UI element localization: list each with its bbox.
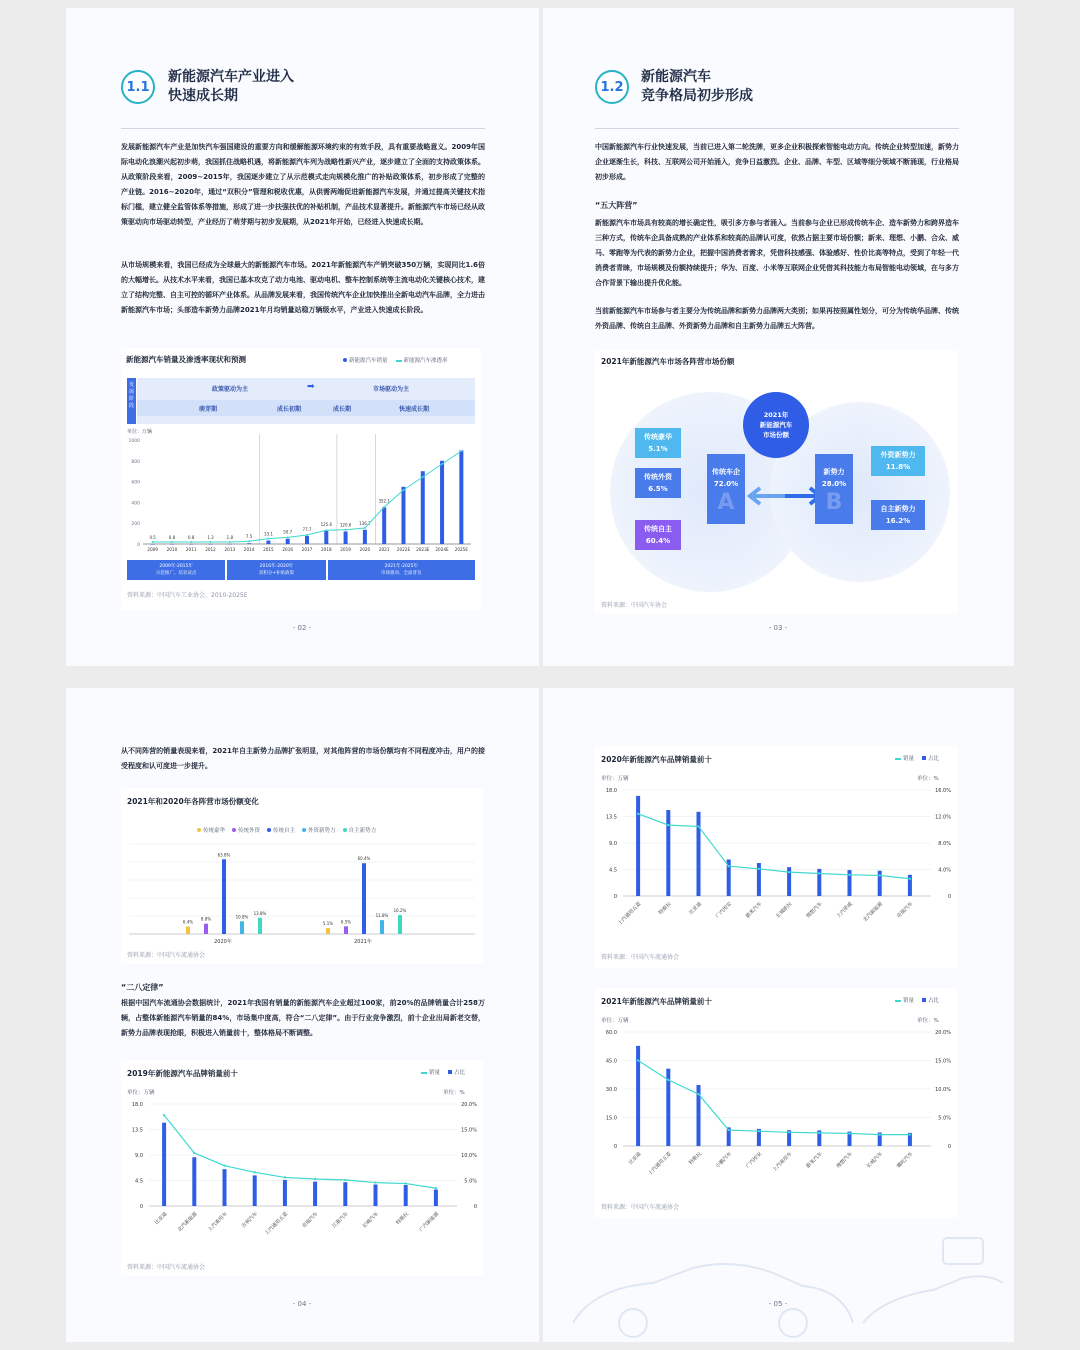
rate-point <box>441 463 443 465</box>
bar <box>283 1180 287 1206</box>
y-right-tick-label: 5.0% <box>938 1115 951 1122</box>
top10-2019-plot <box>121 1096 483 1260</box>
bar-value-label: 60.4% <box>357 856 371 862</box>
section-title: 新能源汽车 竞争格局初步形成 <box>641 69 753 104</box>
share-line <box>164 1115 436 1188</box>
bar <box>305 536 309 544</box>
bar-value-label: 0.8 <box>188 534 195 540</box>
share-point <box>818 872 820 874</box>
bar <box>459 450 463 544</box>
bar-value-label: 1.8 <box>226 534 234 540</box>
share-point <box>667 824 669 826</box>
rate-point <box>422 476 424 478</box>
legend-sales: 占比 <box>922 996 939 1004</box>
share-point <box>697 825 699 827</box>
share-line <box>638 1061 910 1135</box>
top10-2021-plot <box>595 1024 957 1200</box>
bar <box>286 539 290 544</box>
bar <box>162 1123 166 1206</box>
rate-point <box>152 541 154 543</box>
chart-title: 2021年和2020年各阵营市场份额变化 <box>127 797 259 806</box>
camp-share-diagram-card <box>595 350 957 614</box>
share-point <box>435 1187 437 1189</box>
share-point <box>909 1133 911 1135</box>
car-outline-watermark <box>563 1228 1003 1338</box>
legend-item: 外资新势力 <box>302 826 336 834</box>
bar <box>404 1185 408 1206</box>
share-point <box>284 1176 286 1178</box>
chart-legend <box>197 826 376 834</box>
x-tick-label: 2025E <box>454 547 469 552</box>
y-right-tick-label: 15.0% <box>935 1058 951 1065</box>
y-right-tick-label: 12.0% <box>935 814 951 821</box>
bar-value-label: 125.6 <box>320 521 333 527</box>
share-point <box>637 813 639 815</box>
unit-left: 单位：万辆 <box>127 1090 155 1096</box>
y-tick-label: 4.5 <box>609 867 617 874</box>
phase-label: 成长期 <box>333 406 352 413</box>
x-tick-label: 上汽荣威 <box>835 901 854 920</box>
rate-point <box>325 529 327 531</box>
x-tick-label: 长城汽车 <box>361 1211 380 1230</box>
x-tick-label: 比亚迪 <box>153 1211 169 1227</box>
sales-forecast-plot <box>121 432 481 560</box>
unit-label: 单位：万辆 <box>127 429 153 435</box>
bar <box>401 487 405 544</box>
legend-item: 传统自主 <box>267 826 295 834</box>
x-tick-label: 特斯拉 <box>395 1211 411 1227</box>
bar-value-label: 8.8% <box>200 916 212 922</box>
top10-2020-chart-card <box>595 746 957 968</box>
chart-title: 2019年新能源汽车品牌销量前十 <box>127 1069 238 1078</box>
y-tick-label: 60.0 <box>605 1030 617 1036</box>
y-tick-label: 15.0 <box>605 1115 617 1122</box>
share-point <box>314 1178 316 1180</box>
bar <box>266 541 270 544</box>
x-tick-label: 北汽新能源 <box>176 1211 199 1234</box>
legend-sales: 占比 <box>922 754 939 762</box>
camp-box-traditional-total: 传统车企 72.0% A <box>707 454 745 524</box>
phase-band <box>137 378 475 424</box>
unit-right: 单位：% <box>443 1090 465 1096</box>
share-point <box>667 1079 669 1081</box>
camp-classification-paragraph: 当前新能源汽车市场参与者主要分为传统品牌和新势力品牌两大类别；如果再按照属性划分，可分为传统华品牌、传统外资品牌、传统自主品牌、外资新势力品牌和自主新势力品牌五大阵营。 <box>595 307 959 330</box>
bar <box>209 544 213 545</box>
x-tick-label: 2017 <box>301 547 313 552</box>
x-tick-label: 2020年 <box>214 939 232 945</box>
x-tick-label: 2024E <box>435 547 449 552</box>
sales-forecast-chart-card <box>121 348 481 610</box>
x-tick-label: 特斯拉 <box>688 1151 703 1167</box>
y-tick-label: 30.0 <box>605 1087 617 1093</box>
bar <box>247 543 251 544</box>
unit-left: 单位：万辆 <box>601 1018 629 1024</box>
camp-box-luxury: 传统豪华 5.1% <box>635 428 681 458</box>
share-point <box>818 1132 820 1134</box>
x-tick-label: 2013 <box>224 547 236 552</box>
bar-value-label: 11.8% <box>375 913 389 919</box>
pareto-heading: “二八定律” <box>121 983 164 992</box>
bar-value-label: 77.7 <box>302 526 312 532</box>
bar <box>326 928 330 934</box>
x-tick-label: 蔚来汽车 <box>744 901 764 920</box>
y-tick-label: 200 <box>131 522 140 528</box>
bar <box>343 1182 347 1206</box>
x-tick-label: 广汽新能源 <box>418 1211 441 1234</box>
y-tick-label: 0 <box>137 543 140 548</box>
section-number-badge: 1.1 <box>121 70 155 104</box>
share-point <box>788 871 790 873</box>
chart-legend <box>895 996 939 1004</box>
bar <box>204 924 208 934</box>
rate-point <box>171 541 173 543</box>
phase-label: 快速成长期 <box>399 406 430 413</box>
bar <box>151 544 155 545</box>
bar <box>440 461 444 544</box>
source-note: 资料来源：中国汽车流通协会 <box>127 1264 206 1271</box>
y-tick-label: 1000 <box>128 439 140 444</box>
x-tick-label: 理想汽车 <box>805 901 824 920</box>
y-tick-label: 9.0 <box>135 1153 143 1159</box>
x-tick-label: 2021年 <box>354 939 372 945</box>
x-tick-label: 吉利汽车 <box>240 1211 260 1230</box>
page-number: - 04 - <box>292 1300 312 1308</box>
bar-value-label: 33.1 <box>263 531 273 537</box>
x-tick-label: 蔚来汽车 <box>805 1151 824 1170</box>
legend-rate: 新能源汽车渗透率 <box>396 356 448 364</box>
bar <box>223 1169 227 1206</box>
bar-value-label: 7.5 <box>245 534 253 540</box>
unit-left: 单位：万辆 <box>601 776 629 782</box>
rate-point <box>345 529 347 531</box>
phase-side-label: 发展阶段 <box>127 378 136 424</box>
camp-share-plot <box>121 838 483 948</box>
x-tick-label: 小鹏汽车 <box>714 1151 734 1170</box>
share-point <box>848 1132 850 1134</box>
legend-sales: 新能源汽车销量 <box>343 356 388 364</box>
legend-share: 销量 <box>421 1068 440 1076</box>
x-tick-label: 奇瑞汽车 <box>301 1211 320 1230</box>
bar <box>240 921 244 934</box>
legend-share: 销量 <box>895 754 914 762</box>
x-tick-label: 长城汽车 <box>865 1151 885 1170</box>
y-right-tick-label: 0 <box>473 1204 477 1210</box>
x-tick-label: 2021 <box>378 547 390 552</box>
bar <box>697 812 701 896</box>
phase-box: 2016年-2020年 双积分+补贴政策 <box>227 560 325 580</box>
bar-value-label: 0.5 <box>149 534 156 540</box>
rate-point <box>402 489 404 491</box>
bar-value-label: 6.5% <box>340 919 352 925</box>
bar-value-label: 0.8 <box>168 534 176 540</box>
share-point <box>909 878 911 880</box>
source-note: 资料来源：中国汽车流通协会 <box>127 952 206 959</box>
report-page-05 <box>543 688 1014 1342</box>
y-tick-label: 0 <box>613 1144 617 1150</box>
y-tick-label: 18.0 <box>131 1102 143 1108</box>
share-point <box>223 1165 225 1167</box>
bar-value-label: 5.1% <box>322 921 334 927</box>
share-point <box>193 1152 195 1154</box>
market-paragraph: 从市场规模来看，我国已经成为全球最大的新能源汽车市场。2021年新能源汽车产销突破350万辆，实现同比1.6倍的大幅增长。从技术水平来看，我国已基本攻克了动力电池、驱动电机、整车控制系统等主流电动化关键核心技术，建立了结构完整、自主可控的循环产业体系。从品牌发展来看，我国传统汽车企业加快推出全新电动汽车品牌，全力进击新能源汽车市场；头部造车新势力品牌2021年月均销量站稳万辆级水平，产业进入快速成长阶段。 <box>121 261 485 314</box>
share-point <box>163 1114 165 1116</box>
chart-legend <box>343 356 448 364</box>
bar <box>170 544 174 545</box>
y-tick-label: 4.5 <box>135 1178 143 1185</box>
bar-value-label: 120.6 <box>339 522 352 528</box>
legend-share: 销量 <box>895 996 914 1004</box>
x-tick-label: 理想汽车 <box>835 1151 854 1170</box>
y-tick-label: 45.0 <box>605 1058 617 1065</box>
bar <box>344 926 348 934</box>
y-right-tick-label: 10.0% <box>461 1153 477 1159</box>
share-point <box>879 874 881 876</box>
y-tick-label: 400 <box>131 501 140 507</box>
bar <box>313 1182 317 1206</box>
five-camps-heading: “五大阵营” <box>595 201 638 210</box>
bar <box>380 920 384 934</box>
share-point <box>254 1171 256 1173</box>
share-point <box>758 868 760 870</box>
x-tick-label: 比亚迪 <box>627 1151 643 1167</box>
source-note: 资料来源：中国汽车工业协会，2010-2025E <box>127 592 248 599</box>
center-label-circle: 2021年 新能源汽车 市场份额 <box>743 392 809 458</box>
page-number: - 05 - <box>768 1300 788 1308</box>
bar <box>344 531 348 544</box>
y-right-tick-label: 5.0% <box>464 1178 477 1185</box>
top10-2021-chart-card <box>595 988 957 1218</box>
share-point <box>879 1133 881 1135</box>
bar <box>253 1175 257 1206</box>
bar <box>192 1157 196 1206</box>
chart-title: 2021年新能源汽车市场各阵营市场份额 <box>601 357 735 366</box>
y-tick-label: 0 <box>139 1204 143 1210</box>
bar-value-label: 16.2% <box>393 908 407 914</box>
x-tick-label: 2009 <box>147 547 158 552</box>
y-tick-label: 9.0 <box>609 841 617 847</box>
phase-box: 2021年-2025年 市场驱动、全面普及 <box>328 560 475 580</box>
rate-point <box>248 540 250 542</box>
bar-value-label: 63.8% <box>217 852 231 858</box>
camp-box-new-forces-total: 新势力 28.0% B <box>815 454 853 524</box>
x-tick-label: 2011 <box>185 547 197 552</box>
source-note: 资料来源：中国汽车协会 <box>601 602 668 609</box>
x-tick-label: 2012 <box>205 547 216 552</box>
bar <box>363 530 367 544</box>
source-note: 资料来源：中国汽车流通协会 <box>601 954 680 961</box>
rate-point <box>306 534 308 536</box>
pareto-paragraph: 根据中国汽车流通协会数据统计，2021年我国有销量的新能源汽车企业超过100家，前20%的品牌销量合计258万辆，占整体新能源汽车销量的84%，市场集中度高，符合“二八定律”。由于行业竞争激烈，前十企业出局新老交替，新势力品牌表现抢眼，积极进入销量前十，整体格局不断调整。 <box>121 999 485 1037</box>
phase-label: 成长初期 <box>277 406 302 413</box>
source-note: 资料来源：中国汽车流通协会 <box>601 1204 680 1211</box>
share-point <box>374 1181 376 1183</box>
y-right-tick-label: 0 <box>947 1144 951 1150</box>
camp-box-foreign: 传统外资 6.5% <box>635 468 681 498</box>
share-point <box>637 1059 639 1061</box>
x-tick-label: 2020 <box>359 547 371 552</box>
y-tick-label: 13.5 <box>131 1127 143 1134</box>
x-tick-label: 广汽埃安 <box>744 1151 764 1170</box>
rate-point <box>190 541 192 543</box>
x-tick-label: 2018 <box>320 547 332 552</box>
x-tick-label: 哪吒汽车 <box>895 1151 915 1170</box>
share-point <box>758 1130 760 1132</box>
x-tick-label: 上汽通用五菱 <box>617 901 643 927</box>
bar <box>222 859 226 934</box>
bar-value-label: 50.7 <box>283 529 293 535</box>
y-right-tick-label: 20.0% <box>935 1030 951 1036</box>
y-right-tick-label: 4.0% <box>938 867 951 874</box>
section-number-badge: 1.2 <box>595 70 629 104</box>
arrow-right-icon: ➡ <box>307 382 315 392</box>
bar-value-label: 10.8% <box>235 914 249 920</box>
bar-value-label: 6.4% <box>182 919 194 925</box>
legend-item: 传统豪华 <box>197 826 225 834</box>
unit-right: 单位：% <box>917 1018 939 1024</box>
share-point <box>697 1093 699 1095</box>
y-right-tick-label: 10.0% <box>935 1087 951 1093</box>
y-right-tick-label: 16.0% <box>935 788 951 794</box>
divider <box>121 128 485 129</box>
y-tick-label: 800 <box>131 459 140 465</box>
y-right-tick-label: 15.0% <box>461 1127 477 1134</box>
y-tick-label: 0 <box>613 894 617 900</box>
top10-2019-chart-card <box>121 1060 483 1276</box>
legend-sales: 占比 <box>448 1068 465 1076</box>
x-tick-label: 上汽通用五菱 <box>647 1151 673 1177</box>
bar <box>324 531 328 544</box>
rate-point <box>267 538 269 540</box>
x-tick-label: 比亚迪 <box>688 901 703 917</box>
x-tick-label: 广汽埃安 <box>714 901 734 920</box>
intro-paragraph: 发展新能源汽车产业是加快汽车强国建设的重要方向和缓解能源环境约束的有效手段，具有重要战略意义。2009年国际电动化浪潮兴起初步萌，我国抓住战略机遇，将新能源汽车列为战略性新兴产业，逐步建立了全面的支持政策体系。从政策阶段来看，2009~2015年，我国逐步建立了从示范模式走向规模化推广的补贴政策体系，初步形成了完整的产业链。2016~2020年，通过“双积分”管理和税收优惠，从供需两端促进新能源汽车发展，并通过提高关键技术指标门槛，建立健全监管体系等措施，形成了进一步扶强扶优的补贴机制，产品技术显著提升。新能源汽车市场已经从政策驱动向市场驱动转型，产业经历了萌芽期与初步发展期，从2021年开始，已经进入快速成长期。 <box>121 143 485 226</box>
bar <box>421 471 425 544</box>
x-tick-label: 上汽乘用车 <box>206 1211 229 1234</box>
page-number: - 02 - <box>292 624 312 632</box>
section-title: 新能源汽车产业进入 快速成长期 <box>168 69 294 104</box>
share-line <box>638 814 910 879</box>
share-point <box>728 865 730 867</box>
bar <box>434 1190 438 1206</box>
x-tick-label: 2023E <box>416 547 430 552</box>
legend-item: 传统外资 <box>232 826 260 834</box>
bar <box>258 918 262 934</box>
y-right-tick-label: 0 <box>947 894 951 900</box>
share-point <box>728 1129 730 1131</box>
camp-box-foreign-new: 外资新势力 11.8% <box>871 446 925 476</box>
share-point <box>788 1131 790 1133</box>
x-tick-label: 北汽新能源 <box>862 901 885 924</box>
x-tick-label: 上汽乘用车 <box>771 1151 794 1174</box>
x-tick-label: 2015 <box>263 547 274 552</box>
y-tick-label: 18.0 <box>605 788 617 794</box>
share-point <box>848 874 850 876</box>
phase-box: 2009年-2015年 示范推广、培育试点 <box>127 560 225 580</box>
unit-right: 单位：% <box>917 776 939 782</box>
x-tick-label: 长城欧拉 <box>775 901 794 920</box>
chart-legend <box>421 1068 465 1076</box>
x-tick-label: 上汽通用五菱 <box>263 1211 290 1237</box>
policy-driven-label: 政策驱动为主 <box>212 386 249 393</box>
bar <box>636 796 640 896</box>
share-point <box>344 1179 346 1181</box>
phase-label: 萌芽期 <box>199 406 218 413</box>
rate-point <box>229 541 231 543</box>
x-tick-label: 2019 <box>340 547 351 552</box>
page-number: - 03 - <box>768 624 788 632</box>
y-tick-label: 600 <box>131 480 140 486</box>
chart-title: 新能源汽车销量及渗透率现状和预测 <box>126 355 246 364</box>
camp-box-domestic: 传统自主 60.4% <box>635 520 681 550</box>
chart-legend <box>895 754 939 762</box>
policy-phase-boxes <box>127 560 475 580</box>
chart-title: 2020年新能源汽车品牌销量前十 <box>601 755 712 764</box>
chart-title: 2021年新能源汽车品牌销量前十 <box>601 997 712 1006</box>
bar <box>666 810 670 896</box>
five-camps-paragraph: 新能源汽车市场具有较高的增长确定性，吸引多方参与者涌入。当前参与企业已形成传统车企、造车新势力和跨界造车三种方式，传统车企具备成熟的产业体系和较高的品牌认可度，依然占据主要市场份额；新来、理想、小鹏、合众、威马、零跑等为代表的新势力企业，把握中国消费者需求，凭借科技感强、体验感好、性价比高等特点，受到了年轻一代消费者青睐，市场规模及份额持续提升；华为、百度、小米等互联网企业凭借其科技能力布局智能电动领域，在与多方合作背景下输出提升优化能。 <box>595 219 959 287</box>
x-tick-label: 2016 <box>282 547 294 552</box>
rate-point <box>383 506 385 508</box>
x-tick-label: 奇瑞汽车 <box>895 901 915 920</box>
report-page-04 <box>66 688 539 1342</box>
x-tick-label: 2014 <box>243 547 255 552</box>
divider <box>595 128 959 129</box>
report-page-02 <box>66 8 539 666</box>
camp-box-domestic-new: 自主新势力 16.2% <box>871 500 925 530</box>
x-tick-label: 2010 <box>166 547 178 552</box>
bar <box>374 1184 378 1206</box>
bar <box>362 863 366 934</box>
share-point <box>405 1182 407 1184</box>
bar-value-label: 13.8% <box>253 910 267 916</box>
bar <box>382 507 386 544</box>
y-tick-label: 13.5 <box>605 814 617 821</box>
y-right-tick-label: 20.0% <box>461 1102 477 1108</box>
y-right-tick-label: 8.0% <box>938 841 951 847</box>
rate-point <box>210 541 212 543</box>
intro-paragraph: 中国新能源汽车行业快速发展，当前已进入第二轮洗牌，更多企业积极探索智能电动方向。传统企业转型加速，新势力企业逐渐生长，科技、互联网公司开始涌入，竞争日益激烈。企业、品牌、车型、区域等细分领域不断涌现，行业格局初步形成。 <box>595 143 959 181</box>
rate-point <box>460 450 462 452</box>
bar-value-label: 136.7 <box>359 520 371 526</box>
bar-value-label: 1.3 <box>207 534 214 540</box>
bar-value-label: 352.1 <box>378 498 390 504</box>
rate-point <box>287 536 289 538</box>
rate-point <box>364 527 366 529</box>
bar <box>398 915 402 934</box>
camp-trend-paragraph: 从不同阵营的销量表现来看，2021年自主新势力品牌扩张明显，对其他阵营的市场份额均有不同程度冲击，用户的接受程度和认可度进一步提升。 <box>121 747 485 770</box>
bar <box>228 544 232 545</box>
x-tick-label: 2022E <box>396 547 411 552</box>
top10-2020-plot <box>595 782 957 950</box>
x-tick-label: 特斯拉 <box>657 901 673 917</box>
bar <box>186 927 190 934</box>
camp-share-chart-card <box>121 788 483 964</box>
legend-item: 自主新势力 <box>343 826 377 834</box>
bar <box>189 544 193 545</box>
market-driven-label: 市场驱动为主 <box>373 386 410 393</box>
x-tick-label: 江淮汽车 <box>331 1211 350 1230</box>
report-page-03 <box>543 8 1014 666</box>
